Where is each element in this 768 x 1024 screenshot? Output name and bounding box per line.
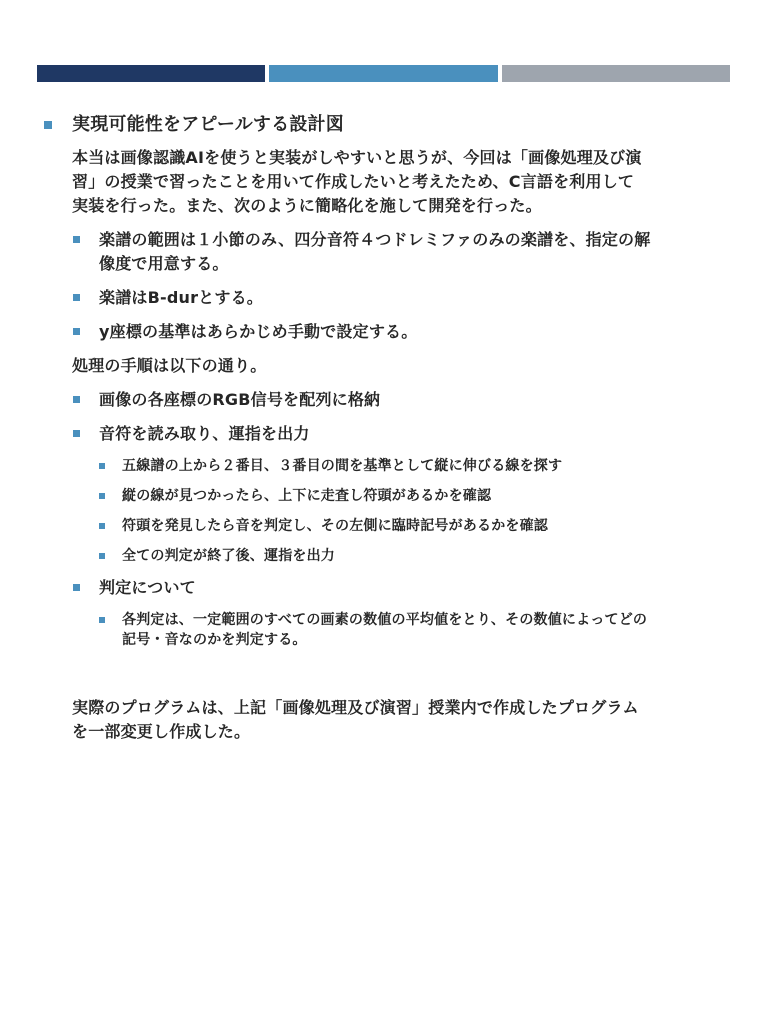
judgment-detail-line: 各判定は、一定範囲のすべての画素の数値の平均値をとり、その数値によってどの [122, 612, 648, 628]
closing-paragraph [40, 696, 730, 744]
judgment-detail [40, 610, 730, 650]
procedure-substep-text: 符頭を発見したら音を判定し、その左側に臨時記号があるかを確認 [122, 518, 548, 534]
procedure-substep-text: 縦の線が見つかったら、上下に走査し符頭があるかを確認 [122, 488, 492, 504]
intro-line: 実装を行った。また、次のように簡略化を施して開発を行った。 [72, 196, 542, 215]
procedure-substep [40, 456, 730, 476]
square-bullet-icon [73, 236, 80, 243]
procedure-substep [40, 546, 730, 566]
slide-heading: 実現可能性をアピールする設計図 [72, 114, 344, 135]
square-bullet-icon [99, 493, 105, 499]
intro-paragraph [40, 146, 730, 218]
header-bar-blue [269, 65, 497, 82]
slide-heading-item [40, 112, 730, 138]
procedure-step [40, 422, 730, 446]
square-bullet-icon [73, 396, 80, 403]
procedure-substep-text: 五線譜の上から２番目、３番目の間を基準として縦に伸びる線を探す [122, 458, 563, 474]
square-bullet-icon [99, 523, 105, 529]
judgment-detail-line: 記号・音なのかを判定する。 [122, 632, 307, 648]
intro-line: 本当は画像認識AIを使うと実装がしやすいと思うが、今回は「画像処理及び演 [72, 148, 642, 167]
closing-line: を一部変更し作成した。 [72, 722, 251, 741]
square-bullet-icon [73, 294, 80, 301]
slide-body [40, 112, 730, 754]
square-bullet-icon [99, 463, 105, 469]
procedure-label-text: 処理の手順は以下の通り。 [72, 356, 267, 375]
procedure-substep-text: 全ての判定が終了後、運指を出力 [122, 548, 335, 564]
square-bullet-icon [44, 121, 52, 129]
square-bullet-icon [73, 584, 80, 591]
simplification-item [40, 228, 730, 276]
header-bar-dark [37, 65, 265, 82]
procedure-step-text: 音符を読み取り、運指を出力 [99, 424, 310, 443]
closing-line: 実際のプログラムは、上記「画像処理及び演習」授業内で作成したプログラム [72, 698, 639, 717]
simplification-line: 楽譜の範囲は１小節のみ、四分音符４つドレミファのみの楽譜を、指定の解 [99, 230, 651, 249]
spacer [40, 660, 730, 696]
simplification-item [40, 320, 730, 344]
procedure-step-text: 画像の各座標のRGB信号を配列に格納 [99, 390, 381, 409]
procedure-substep [40, 486, 730, 506]
procedure-label [40, 354, 730, 378]
simplification-item [40, 286, 730, 310]
judgment-item [40, 576, 730, 600]
square-bullet-icon [99, 553, 105, 559]
intro-line: 習」の授業で習ったことを用いて作成したいと考えたため、C言語を利用して [72, 172, 635, 191]
square-bullet-icon [99, 617, 105, 623]
simplification-line: 楽譜はB-durとする。 [99, 288, 263, 307]
procedure-substep [40, 516, 730, 536]
header-bar-gray [502, 65, 730, 82]
square-bullet-icon [73, 430, 80, 437]
simplification-line: y座標の基準はあらかじめ手動で設定する。 [99, 322, 418, 341]
procedure-step [40, 388, 730, 412]
judgment-label: 判定について [99, 578, 196, 597]
simplification-line: 像度で用意する。 [99, 254, 229, 273]
decorative-header-bars [37, 65, 730, 82]
square-bullet-icon [73, 328, 80, 335]
